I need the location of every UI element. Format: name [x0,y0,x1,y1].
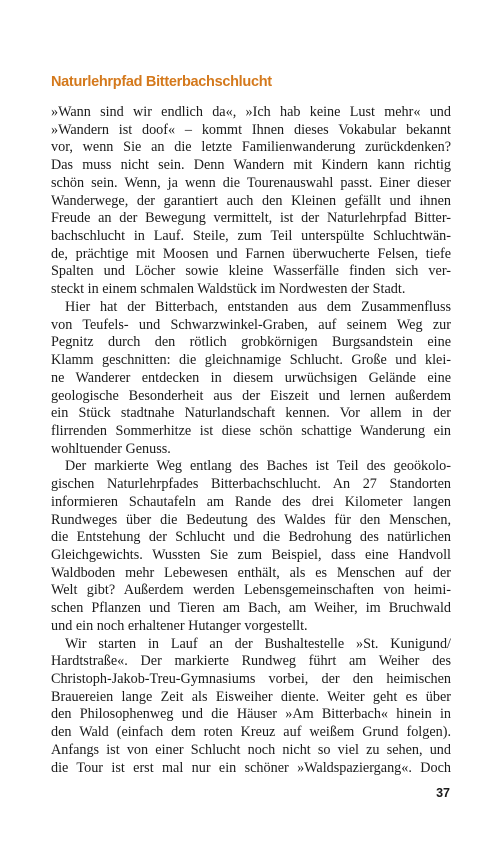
text-line: Hardtstraße«. Der markierte Rundweg führt am Weiher des [51,653,451,670]
text-line: gischen Naturlehrpfades Bitterbachschlucht. An 27 Standorten [51,476,451,493]
text-line: die Entstehung der Schlucht und die Bedrohung des natürlichen [51,529,451,546]
text-line: vor, wenn Sie an die letzte Familienwanderung zurückdenken? [51,139,451,156]
page-number: 37 [436,786,450,800]
text-line: ne Wanderer entdecken in diesem urwüchsigen Gelände eine [51,369,451,386]
text-line: de, prächtige mit Moosen und Farnen überwucherte Felsen, tiefe [51,245,451,262]
text-line: Klamm geschnitten: die gleichnamige Schlucht. Große und klei- [51,352,451,369]
text-line: den Philosophenweg und die Häuser »Am Bitterbach« hinein in [51,706,451,723]
text-line: steckt in einem schmalen Waldstück im Nordwesten der Stadt. [51,281,406,298]
text-line: Wir starten in Lauf an der Bushaltestelle »St. Kunigund/ [65,635,451,652]
text-line: die Tour ist erst mal nur ein schöner »Waldspaziergang«. Doch [51,759,451,776]
text-line: bachschlucht in Lauf. Steile, zum Teil unterspülte Schluchtwän- [51,228,451,245]
text-line: informieren Schautafeln am Rande des drei Kilometer langen [51,493,451,510]
text-line: Spalten und Löcher sowie kleine Wasserfälle finden sich ver- [51,263,451,280]
text-line: ein Stück stadtnahe Naturlandschaft kennen. Vor allem in der [51,405,451,422]
text-line: Welt gibt? Außerdem werden Lebensgemeinschaften von heimi- [51,582,451,599]
text-line: geologische Besonderheit aus der Eiszeit und lernen außerdem [51,387,451,404]
text-line: Der markierte Weg entlang des Baches ist Teil des geoökolo- [65,458,451,475]
text-line: Brauereien lange Zeit als Eisweiher diente. Weiter geht es über [51,688,451,705]
text-line: Rundweges über die Bedeutung des Waldes für den Menschen, [51,511,451,528]
text-line: Freude an der Bewegung vermittelt, ist der Naturlehrpfad Bitter- [51,210,451,227]
text-line: »Wann sind wir endlich da«, »Ich hab keine Lust mehr« und [51,104,451,120]
text-line: flirrenden Sommerhitze ist diese schön schattige Wanderung ein [51,422,451,439]
text-line: Waldboden mehr Lebewesen enthält, als es Menschen auf der [51,564,451,581]
text-line: Pegnitz durch den rötlich grobkörnigen Burgsandstein eine [51,334,451,351]
text-line: und ein noch erhaltener Hutanger vorgestellt. [51,617,308,634]
body-text [51,104,451,777]
text-line: Hier hat der Bitterbach, entstanden aus dem Zusammenfluss [65,298,451,315]
text-line: schön sein. Wenn, ja wenn die Tourenauswahl passt. Einer dieser [51,174,451,191]
text-line: »Wandern ist doof« – kommt Ihnen dieses Vokabular bekannt [51,121,451,138]
text-line: Anfangs ist von einer Schlucht noch nicht so viel zu sehen, und [51,741,451,758]
text-line: Gleichgewichts. Wussten Sie zum Beispiel, dass eine Handvoll [51,546,451,563]
text-line: Wanderwege, der garantiert auch den Kleinen gefällt und ihnen [51,192,451,209]
text-line: Christoph-Jakob-Treu-Gymnasiums vorbei, der den heimischen [51,671,451,687]
text-line: schen Pflanzen und Tieren am Bach, am Weiher, im Bruchwald [51,600,451,617]
text-line: von Teufels- und Schwarzwinkel-Graben, auf seinem Weg zur [51,316,451,333]
text-line: Das muss nicht sein. Denn Wandern mit Kindern kann richtig [51,157,451,174]
section-heading: Naturlehrpfad Bitterbachschlucht [51,74,272,90]
text-line: wohltuender Genuss. [51,440,171,457]
text-line: den Wald (einfach dem roten Kreuz auf weißem Grund folgen). [51,724,451,741]
